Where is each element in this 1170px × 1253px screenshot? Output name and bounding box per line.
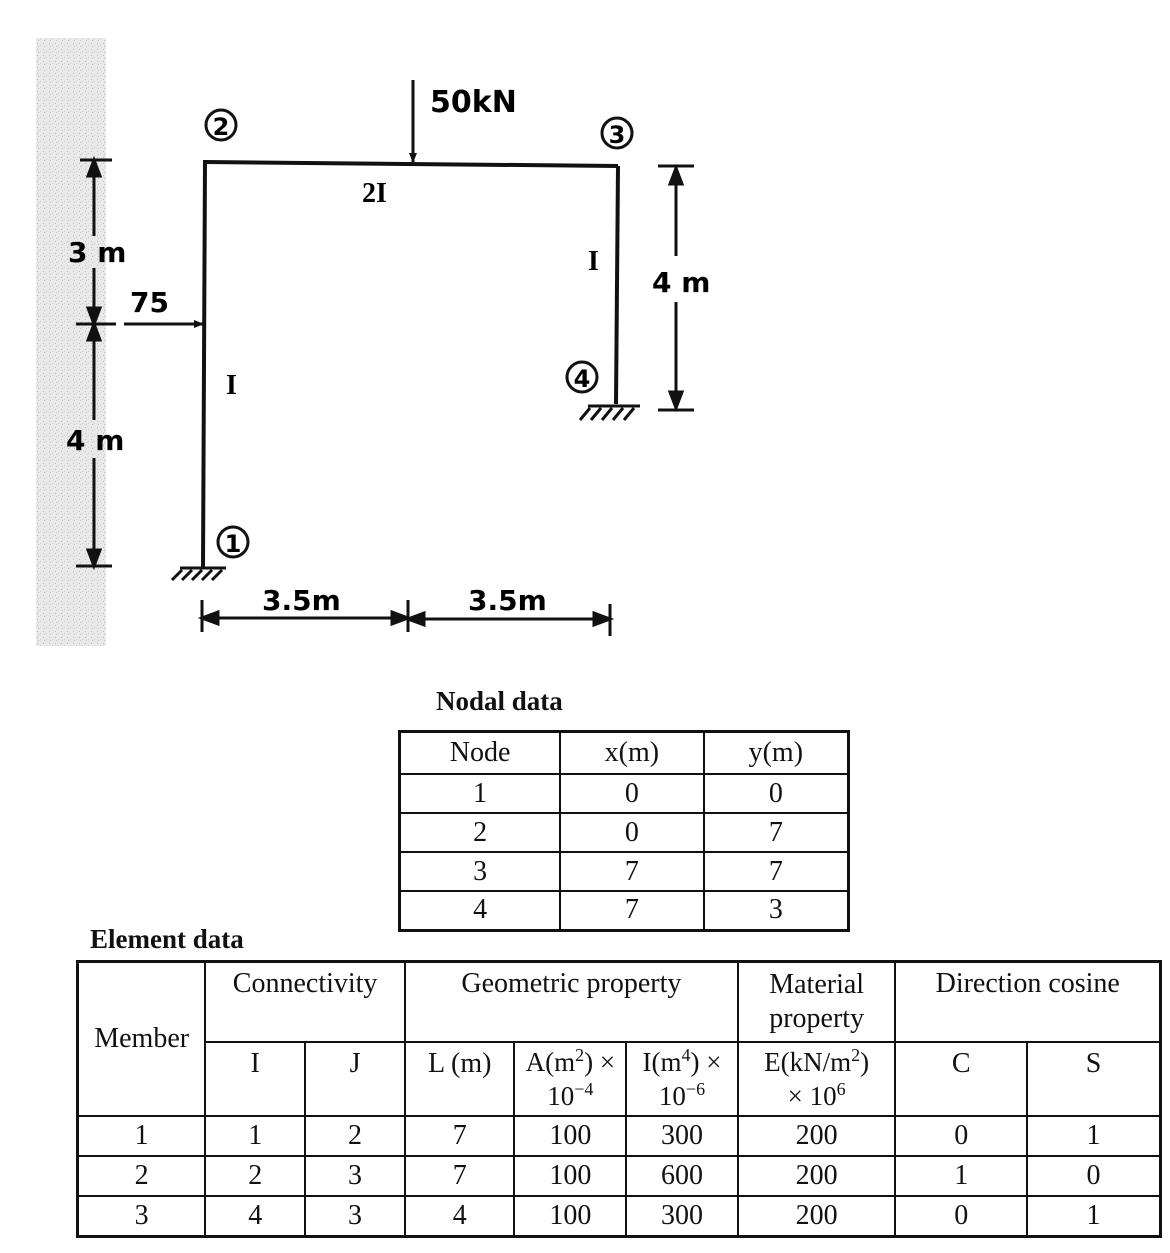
table-cell: 200 [738,1156,896,1196]
table-header-row [400,732,849,775]
node-marker-3 [602,118,632,149]
table-cell: 1 [1027,1116,1161,1156]
table-cell: 1 [205,1116,305,1156]
table-cell: 3 [704,891,849,930]
area-text-3: 10 [547,1080,575,1111]
nodal-data-caption: Nodal data [436,686,563,716]
table-row [400,891,849,930]
table-cell: 7 [560,852,704,891]
svg-text:2: 2 [212,113,230,141]
header-elastic-modulus [738,1042,896,1116]
header-y: y(m) [704,732,849,775]
table-cell: 0 [895,1196,1026,1237]
table-cell: 7 [704,852,849,891]
node-marker-4 [567,362,597,393]
table-cell: 100 [514,1196,626,1237]
header-c: C [895,1042,1026,1116]
inertia-exp: −6 [685,1078,706,1099]
svg-text:1: 1 [224,530,242,558]
table-row [400,813,849,852]
table-cell: 1 [895,1156,1026,1196]
area-text: A(m [525,1046,576,1077]
table-cell: 0 [560,774,704,813]
point-load-label: 50kN [430,85,517,120]
right-column [616,166,618,404]
bottom-right-dimension-label: 3.5m [468,584,547,617]
table-row [78,1156,1161,1196]
table-cell: 300 [626,1116,738,1156]
modulus-text-2: ) [860,1046,870,1077]
table-row [78,1116,1161,1156]
right-dimension-label: 4 m [652,266,711,299]
table-header-row [78,962,1161,1042]
header-moment-of-inertia [626,1042,738,1116]
table-cell: 200 [738,1116,896,1156]
left-lower-dimension-label: 4 m [66,424,125,457]
left-column [203,160,205,568]
top-beam [205,162,618,166]
node-marker-2 [206,110,236,141]
table-cell: 0 [895,1116,1026,1156]
table-cell: 3 [305,1196,405,1237]
table-cell: 7 [560,891,704,930]
element-data-table [76,960,1162,1238]
table-cell: 600 [626,1156,738,1196]
table-cell: 100 [514,1116,626,1156]
table-cell: 1 [400,774,561,813]
horizontal-load-label: 75 [130,286,169,319]
table-cell: 200 [738,1196,896,1237]
table-cell: 4 [205,1196,305,1237]
table-cell: 1 [78,1116,206,1156]
header-j: J [305,1042,405,1116]
table-cell: 2 [78,1156,206,1196]
table-cell: 7 [405,1156,515,1196]
header-s: S [1027,1042,1161,1116]
table-cell: 3 [305,1156,405,1196]
header-node: Node [400,732,561,775]
beam-inertia-label: 2I [362,178,387,209]
header-geometric-property: Geometric property [405,962,738,1042]
table-cell: 0 [1027,1156,1161,1196]
right-column-inertia-label: I [588,246,599,277]
table-row [78,1196,1161,1237]
material-line-2: property [769,1002,865,1034]
inertia-text: I(m [642,1046,682,1077]
area-exp: −4 [574,1078,594,1099]
left-column-inertia-label: I [226,370,237,401]
table-cell: 4 [405,1196,515,1237]
inertia-text-3: 10 [658,1080,686,1111]
modulus-exp: 6 [836,1078,846,1099]
table-cell: 2 [305,1116,405,1156]
svg-text:3: 3 [608,121,626,149]
bottom-left-dimension-label: 3.5m [262,584,341,617]
table-cell: 2 [205,1156,305,1196]
header-x: x(m) [560,732,704,775]
node-marker-1 [218,527,248,558]
table-row [400,852,849,891]
header-connectivity: Connectivity [205,962,405,1042]
table-cell: 100 [514,1156,626,1196]
table-cell: 3 [78,1196,206,1237]
inertia-sup: 4 [681,1044,691,1065]
header-direction-cosine: Direction cosine [895,962,1160,1042]
header-material-property [738,962,896,1042]
frame-members [203,160,618,568]
table-cell: 7 [704,813,849,852]
element-data-caption: Element data [90,924,244,954]
nodal-data-table [398,730,850,932]
fixed-support-node-4 [580,406,640,420]
table-row [400,774,849,813]
inertia-text-2: ) × [690,1046,722,1077]
table-cell: 300 [626,1196,738,1237]
table-cell: 7 [405,1116,515,1156]
modulus-text-3: × 10 [787,1080,837,1111]
table-cell: 1 [1027,1196,1161,1237]
fixed-support-node-1 [172,568,226,580]
area-text-2: ) × [584,1046,616,1077]
header-i: I [205,1042,305,1116]
area-sup: 2 [575,1044,585,1065]
header-area [514,1042,626,1116]
header-length: L (m) [405,1042,515,1116]
table-cell: 0 [560,813,704,852]
svg-text:4: 4 [573,365,591,393]
table-cell: 0 [704,774,849,813]
header-member: Member [78,962,206,1116]
table-cell: 2 [400,813,561,852]
portal-frame-diagram [0,0,720,650]
table-cell: 3 [400,852,561,891]
modulus-sup: 2 [851,1044,861,1065]
left-upper-dimension-label: 3 m [68,236,127,269]
table-subheader-row [78,1042,1161,1116]
material-line-1: Material [769,968,865,1000]
modulus-text: E(kN/m [764,1046,852,1077]
table-cell: 4 [400,891,561,930]
